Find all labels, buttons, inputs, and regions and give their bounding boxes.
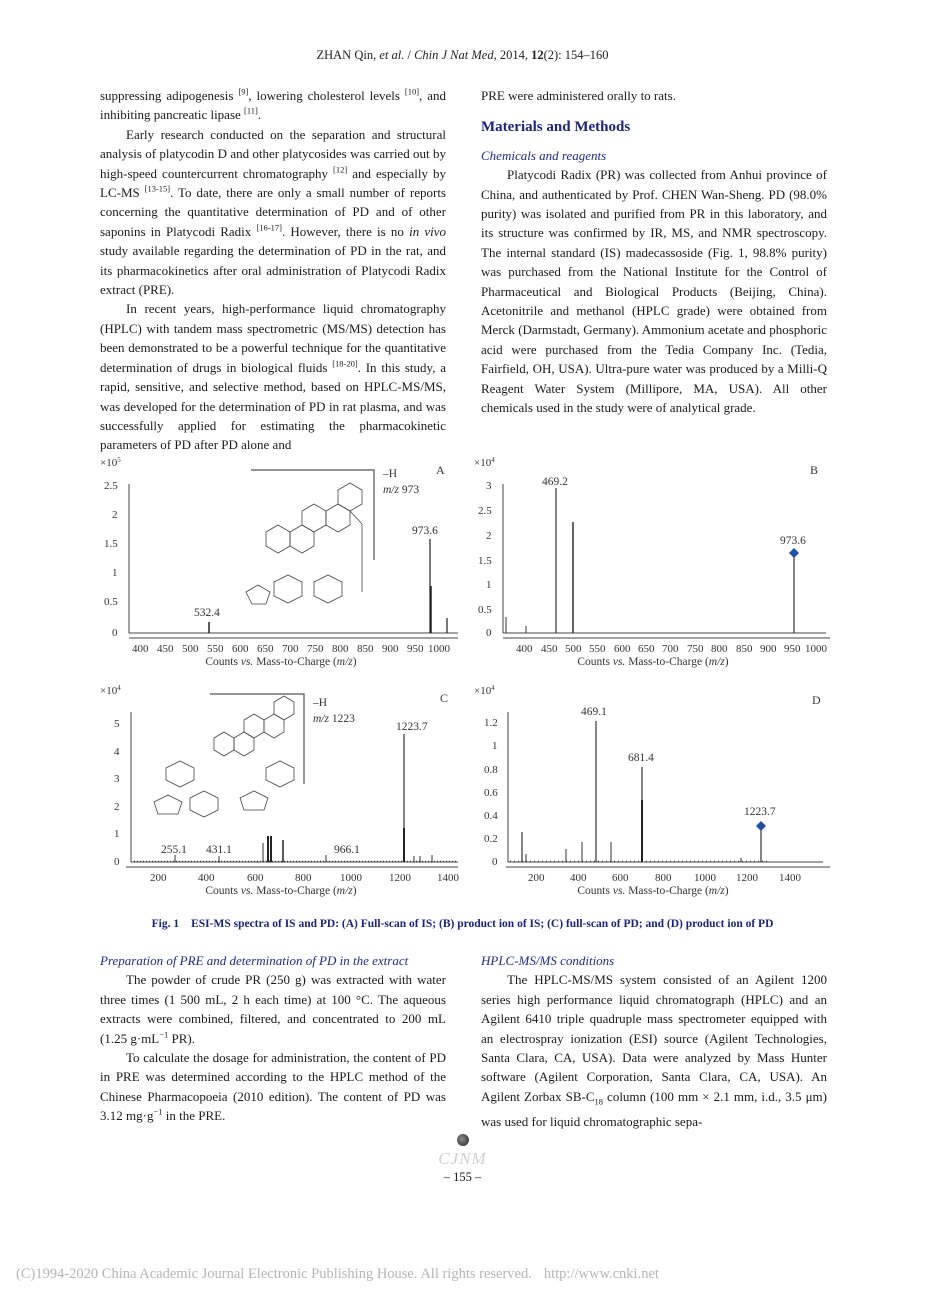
- svg-text:900: 900: [760, 643, 777, 655]
- svg-text:800: 800: [655, 872, 672, 884]
- svg-text:1200: 1200: [389, 872, 411, 884]
- svg-text:1400: 1400: [779, 872, 801, 884]
- text: In recent years, high-performance liquid chromatography (HPLC) with tandem mass spectrometric (MS/MS) detection has been demonstrated to be a powerful technique for the quantitative determination of drugs in biological fluids: [100, 301, 446, 375]
- header-journal: Chin J Nat Med: [414, 48, 494, 62]
- text: PR).: [168, 1030, 195, 1046]
- paragraph-early-research: [100, 125, 446, 300]
- logo-text: CJNM: [438, 1149, 487, 1168]
- text: . To date, there are only a small number of reports concerning the quantitative determination of PD and of other saponins in Platycodi Radix: [100, 185, 446, 239]
- peak-label-431: 431.1: [206, 844, 232, 856]
- citation[interactable]: [12]: [333, 164, 348, 175]
- svg-text:700: 700: [662, 643, 679, 655]
- text: column (100 mm × 2.1 mm, i.d., 3.5 μm) was used for liquid chromatographic sepa-: [481, 1088, 827, 1129]
- peak-label-469: 469.2: [542, 476, 568, 488]
- right-column-lower: [481, 951, 827, 1131]
- figure-caption: [0, 918, 925, 930]
- peak-label-532: 532.4: [194, 607, 220, 619]
- svg-text:500: 500: [565, 643, 582, 655]
- mz-label: m/z 1223: [313, 713, 355, 725]
- citation[interactable]: [18-20]: [332, 358, 358, 369]
- panel-letter-d: D: [812, 693, 821, 707]
- header-sep: /: [404, 48, 415, 62]
- spectrum-d-chart: [468, 680, 838, 905]
- subsection-title-hplc: HPLC-MS/MS conditions: [481, 953, 615, 968]
- svg-text:1000: 1000: [340, 872, 362, 884]
- mz-label: m/z 973: [383, 484, 420, 496]
- text: . In this study, a rapid, sensitive, and selective method, based on HPLC-MS/MS, was developed for the determination of PD in rat plasma, and was successfully applied for estimating the pharmacokinetic parameters of PD after PD alone and: [100, 359, 446, 453]
- svg-text:1000: 1000: [805, 643, 827, 655]
- peak-label-681: 681.4: [628, 752, 654, 764]
- panel-c: [96, 680, 466, 905]
- svg-text:400: 400: [516, 643, 533, 655]
- text-italic: in vivo: [409, 223, 447, 239]
- figure-1: [96, 452, 836, 897]
- svg-text:1: 1: [492, 740, 498, 752]
- text: , lowering cholesterol levels: [248, 88, 405, 103]
- svg-text:0.2: 0.2: [484, 833, 498, 845]
- text: suppressing adipogenesis: [100, 88, 239, 103]
- svg-text:3: 3: [114, 773, 120, 785]
- subsection-title-preparation: Preparation of PRE and determination of PD in the extract: [100, 953, 409, 968]
- globe-icon: [457, 1134, 469, 1146]
- svg-text:0: 0: [492, 856, 498, 868]
- spectrum-b-chart: [468, 452, 838, 677]
- right-column-upper: [481, 86, 827, 418]
- subsection-title-chemicals: Chemicals and reagents: [481, 147, 607, 163]
- text: The HPLC-MS/MS system consisted of an Agilent 1200 series high performance liquid chromatograph (HPLC) and an Agilent 6410 triple quadruple mass spectrometer equipped with an electrospray ionization (ESI) source (Agilent Technologies, Santa Clara, CA, USA). Data were analyzed by Mass Hunter software (Agilent Corporation, Santa Clara, CA, USA). An Agilent Zorbax SB-C: [481, 972, 827, 1104]
- text: study available regarding the determination of PD in the rat, and its pharmacokinetics after oral administration of Platycodi Radix extract (PRE).: [100, 243, 446, 298]
- svg-text:400: 400: [132, 643, 149, 655]
- y-axis-c: [114, 718, 120, 868]
- svg-text:850: 850: [357, 643, 374, 655]
- y-scale-label: $\times 10^4$: [100, 684, 121, 697]
- svg-text:2: 2: [486, 530, 492, 542]
- panel-b: [468, 452, 838, 677]
- caption-text: ESI-MS spectra of IS and PD: (A) Full-scan of IS; (B) product ion of IS; (C) full-scan of PD; and (D) product ion of PD: [191, 918, 774, 930]
- svg-text:800: 800: [332, 643, 349, 655]
- precursor-marker-icon: [756, 821, 766, 831]
- journal-logo: [0, 1133, 925, 1169]
- svg-text:950: 950: [407, 643, 424, 655]
- svg-text:400: 400: [198, 872, 215, 884]
- text: Early research conducted on the separation and structural analysis of platycodin D and other platycosides was carried out by high-speed countercurrent chromatography: [100, 126, 446, 181]
- citation[interactable]: [11]: [244, 106, 258, 117]
- spectrum-a-chart: [96, 452, 466, 677]
- svg-text:400: 400: [570, 872, 587, 884]
- left-column-upper: [100, 86, 446, 455]
- x-axis-title-a: Counts vs. Mass-to-Charge (m/z): [205, 656, 357, 668]
- svg-text:1: 1: [486, 579, 492, 591]
- svg-text:0.5: 0.5: [478, 604, 492, 616]
- svg-text:0.5: 0.5: [104, 596, 118, 608]
- section-title-materials-methods: Materials and Methods: [481, 119, 631, 136]
- svg-text:550: 550: [207, 643, 224, 655]
- svg-text:2.5: 2.5: [104, 480, 118, 492]
- svg-text:1000: 1000: [428, 643, 450, 655]
- svg-text:2: 2: [112, 509, 118, 521]
- peak-label-973: 973.6: [780, 535, 806, 547]
- svg-text:1400: 1400: [437, 872, 459, 884]
- copyright-text: (C)1994-2020 China Academic Journal Electronic Publishing House. All rights reserved.: [16, 1266, 532, 1282]
- svg-text:0: 0: [112, 627, 118, 639]
- text: and especially by LC-MS: [100, 165, 446, 201]
- panel-letter-b: B: [810, 463, 819, 477]
- ion-label: –H: [313, 697, 328, 709]
- svg-text:1: 1: [114, 828, 120, 840]
- svg-text:2.5: 2.5: [478, 505, 492, 517]
- superscript: −1: [159, 1029, 169, 1040]
- citation[interactable]: [9]: [238, 86, 249, 97]
- svg-text:700: 700: [282, 643, 299, 655]
- svg-text:1.2: 1.2: [484, 717, 498, 729]
- paragraph-continued: [100, 86, 446, 125]
- svg-text:1: 1: [112, 567, 118, 579]
- paragraph-extraction: [100, 970, 446, 1048]
- running-head: [0, 48, 925, 63]
- paragraph-chemicals: Platycodi Radix (PR) was collected from Anhui province of China, and authenticated by Prof. CHEN Wan-Sheng. PD (98.0% purity) was isolated and purified from PR in this laboratory, and its structure was confirmed by IR, MS, and NMR spectroscopy. The internal standard (IS) madecassoside (Fig. 1, 98.8% purity) was purchased from the National Institute for the Control of Pharmaceutical and Biological Products (Beijing, China). Acetonitrile and methanol (HPLC grade) were obtained from Merck (Darmstadt, Germany). Ammonium acetate and phosphoric acid were purchased from the Tedia Company Inc. (Tedia, Fairfield, OH, USA). Ultra-pure water was produced by a Milli-Q Reagent Water System (Millipore, MA, USA). All other chemicals used in the study were of analytical grade.: [481, 167, 827, 416]
- x-axis-d: [528, 872, 802, 884]
- citation[interactable]: [16-17]: [256, 222, 282, 233]
- x-axis-a: [132, 643, 451, 655]
- peak-label-255: 255.1: [161, 844, 187, 856]
- superscript: −1: [153, 1106, 163, 1117]
- x-axis-c: [150, 872, 460, 884]
- y-scale-label: $\times 10^4$: [474, 456, 495, 469]
- citation[interactable]: [13-15]: [144, 183, 171, 194]
- svg-text:1000: 1000: [694, 872, 716, 884]
- paragraph-dosage: [100, 1048, 446, 1126]
- svg-text:450: 450: [157, 643, 174, 655]
- paragraph-hplc-system: [481, 970, 827, 1131]
- text: , and inhibiting pancreatic lipase: [100, 88, 446, 123]
- svg-text:3: 3: [486, 480, 492, 492]
- left-column-lower: [100, 951, 446, 1126]
- svg-text:0: 0: [486, 627, 492, 639]
- svg-text:850: 850: [736, 643, 753, 655]
- svg-text:0.4: 0.4: [484, 810, 498, 822]
- panel-letter-c: C: [440, 691, 449, 705]
- ion-label: –H: [383, 468, 398, 480]
- text: . However, there is no: [281, 223, 410, 239]
- y-axis-b: [478, 480, 492, 639]
- svg-text:0.8: 0.8: [484, 764, 498, 776]
- svg-text:1.5: 1.5: [478, 555, 492, 567]
- figure-number: Fig. 1: [151, 918, 180, 930]
- y-axis-a: [104, 480, 118, 639]
- header-etal: et al.: [379, 48, 405, 62]
- svg-text:200: 200: [150, 872, 167, 884]
- svg-text:0.6: 0.6: [484, 787, 498, 799]
- peak-label-973: 973.6: [412, 525, 438, 537]
- paragraph-continued: PRE were administered orally to rats.: [481, 88, 676, 103]
- header-issue-pages: (2): 154–160: [543, 48, 609, 62]
- peak-label-1223: 1223.7: [396, 721, 428, 733]
- svg-text:900: 900: [382, 643, 399, 655]
- svg-text:800: 800: [711, 643, 728, 655]
- panel-d: [468, 680, 838, 905]
- svg-text:750: 750: [687, 643, 704, 655]
- svg-text:550: 550: [589, 643, 606, 655]
- peak-label-966: 966.1: [334, 844, 360, 856]
- x-axis-title-d: Counts vs. Mass-to-Charge (m/z): [577, 885, 729, 897]
- text: in the PRE.: [162, 1108, 226, 1124]
- header-volume: 12: [531, 48, 544, 62]
- y-axis-d: [484, 717, 498, 868]
- svg-text:200: 200: [528, 872, 545, 884]
- paragraph-recent-years: [100, 299, 446, 454]
- header-year: , 2014,: [493, 48, 532, 62]
- svg-text:950: 950: [784, 643, 801, 655]
- y-scale-label: $\times 10^4$: [474, 684, 495, 697]
- svg-text:650: 650: [638, 643, 655, 655]
- svg-text:600: 600: [247, 872, 264, 884]
- svg-text:1.5: 1.5: [104, 538, 118, 550]
- svg-text:2: 2: [114, 801, 120, 813]
- cnki-link[interactable]: http://www.cnki.net: [543, 1266, 659, 1282]
- text: To calculate the dosage for administration, the content of PD in PRE was determined according to the HPLC method of the Chinese Pharmacopoeia (2010 edition). The content of PD was 3.12 mg·g: [100, 1050, 446, 1124]
- x-axis-b: [516, 643, 828, 655]
- precursor-marker-icon: [789, 548, 799, 558]
- molecule-structure-icon: [246, 483, 362, 604]
- svg-text:750: 750: [307, 643, 324, 655]
- peak-label-469: 469.1: [581, 706, 607, 718]
- peak-label-1223: 1223.7: [744, 806, 776, 818]
- text: .: [257, 107, 262, 123]
- svg-text:600: 600: [612, 872, 629, 884]
- panel-letter-a: A: [436, 463, 445, 477]
- x-axis-title-b: Counts vs. Mass-to-Charge (m/z): [577, 656, 729, 668]
- svg-text:450: 450: [541, 643, 558, 655]
- svg-text:500: 500: [182, 643, 199, 655]
- x-axis-title-c: Counts vs. Mass-to-Charge (m/z): [205, 885, 357, 897]
- page-number: – 155 –: [443, 1170, 482, 1184]
- text: The powder of crude PR (250 g) was extracted with water three times (1 500 mL, 2 h each time) at 100 °C. The aqueous extracts were combined, filtered, and concentrated to 200 mL (1.25 g·mL: [100, 972, 446, 1046]
- svg-text:4: 4: [114, 746, 120, 758]
- subscript: 18: [594, 1096, 604, 1107]
- molecule-structure-icon: [154, 696, 294, 817]
- svg-text:800: 800: [295, 872, 312, 884]
- citation[interactable]: [10]: [404, 86, 420, 97]
- svg-text:650: 650: [257, 643, 274, 655]
- copyright-notice: [16, 1266, 659, 1283]
- svg-text:1200: 1200: [736, 872, 758, 884]
- spectrum-c-chart: [96, 680, 466, 905]
- panel-a: [96, 452, 466, 677]
- svg-text:600: 600: [614, 643, 631, 655]
- header-authors: ZHAN Qin,: [316, 48, 380, 62]
- y-scale-label: $\times 10^5$: [100, 456, 121, 469]
- svg-text:600: 600: [232, 643, 249, 655]
- svg-text:5: 5: [114, 718, 120, 730]
- svg-text:0: 0: [114, 856, 120, 868]
